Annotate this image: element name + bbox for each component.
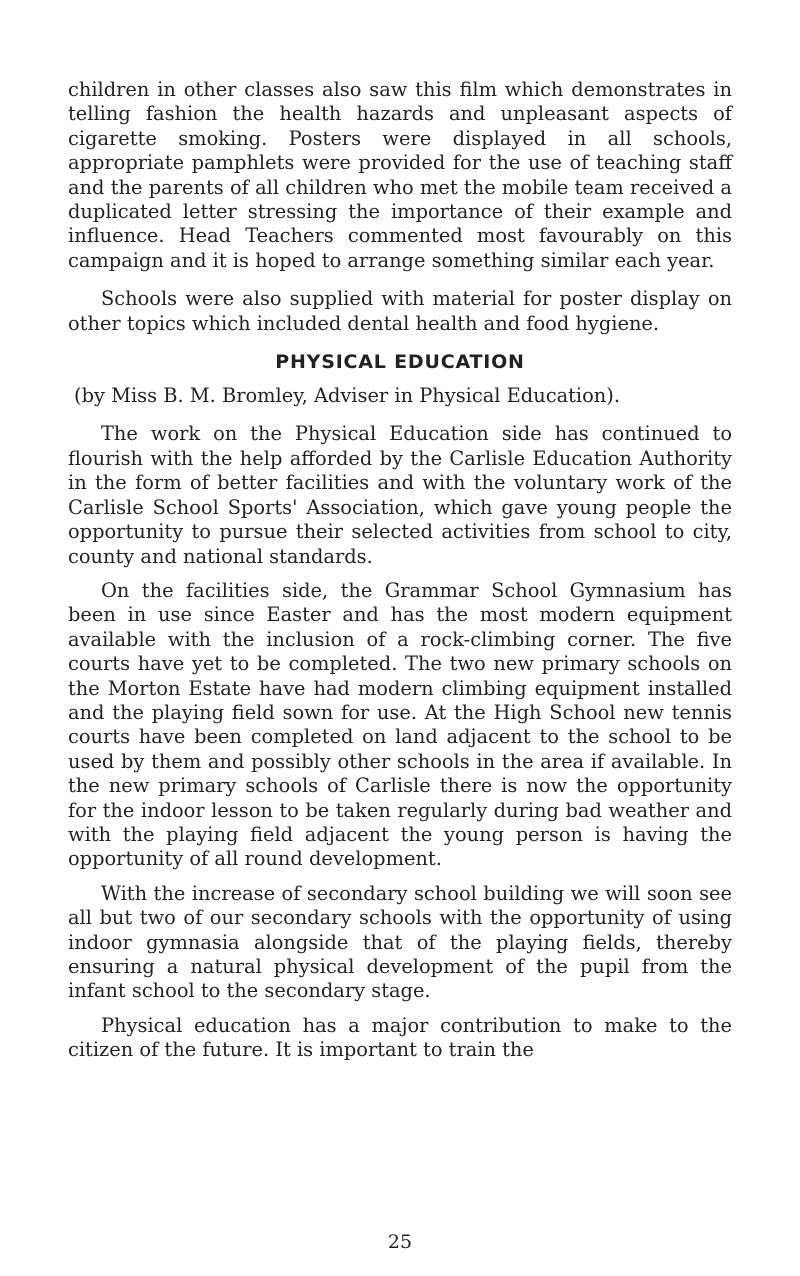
- body-paragraph-2: Schools were also supplied with material for poster display on other topics which included dental health and food hygiene.: [68, 287, 732, 335]
- section-paragraph-2: On the facilities side, the Grammar School Gymnasium has been in use since Easter and has the most modern equipment available with the inclusion of a rock-climbing corner. The five courts have yet to be completed. The two new primary schools on the Morton Estate have had modern climbing equipment installed and the playing field sown for use. At the High School new tennis courts have been completed on land adjacent to the school to be used by them and possibly other schools in the area if available. In the new primary schools of Carlisle there is now the opportunity for the indoor lesson to be taken regularly during bad weather and with the playing field adjacent the young person is having the opportunity of all round development.: [68, 578, 732, 871]
- section-heading: PHYSICAL EDUCATION: [275, 351, 525, 374]
- section-paragraph-4: Physical education has a major contribution to make to the citizen of the future. It is important to train the: [68, 1013, 732, 1062]
- body-paragraph-1: children in other classes also saw this film which demonstrates in telling fashion the health hazards and unpleasant aspects of cigarette smoking. Posters were displayed in all schools, appropriate pamphlets were provided for the use of teaching staff and the parents of all children who met the mobile team received a duplicated letter stressing the importance of their example and influence. Head Teachers commented most favourably on this campaign and it is hoped to arrange something similar each year.: [68, 78, 732, 272]
- section-paragraph-3: With the increase of secondary school building we will soon see all but two of our secondary schools with the opportunity of using indoor gymnasia alongside that of the playing fields, thereby ensuring a natural physical development of the pupil from the infant school to the secondary stage.: [68, 881, 732, 1003]
- section-byline: (by Miss B. M. Bromley, Adviser in Physical Education).: [74, 384, 621, 408]
- page-number: 25: [387, 1231, 413, 1253]
- section-paragraph-1: The work on the Physical Education side has continued to flourish with the help afforded by the Carlisle Education Authority in the form of better facilities and with the voluntary work of the Carlisle School Sports' Association, which gave young people the opportunity to pursue their selected activities from school to city, county and national standards.: [68, 422, 732, 568]
- document-page: [68, 78, 732, 1063]
